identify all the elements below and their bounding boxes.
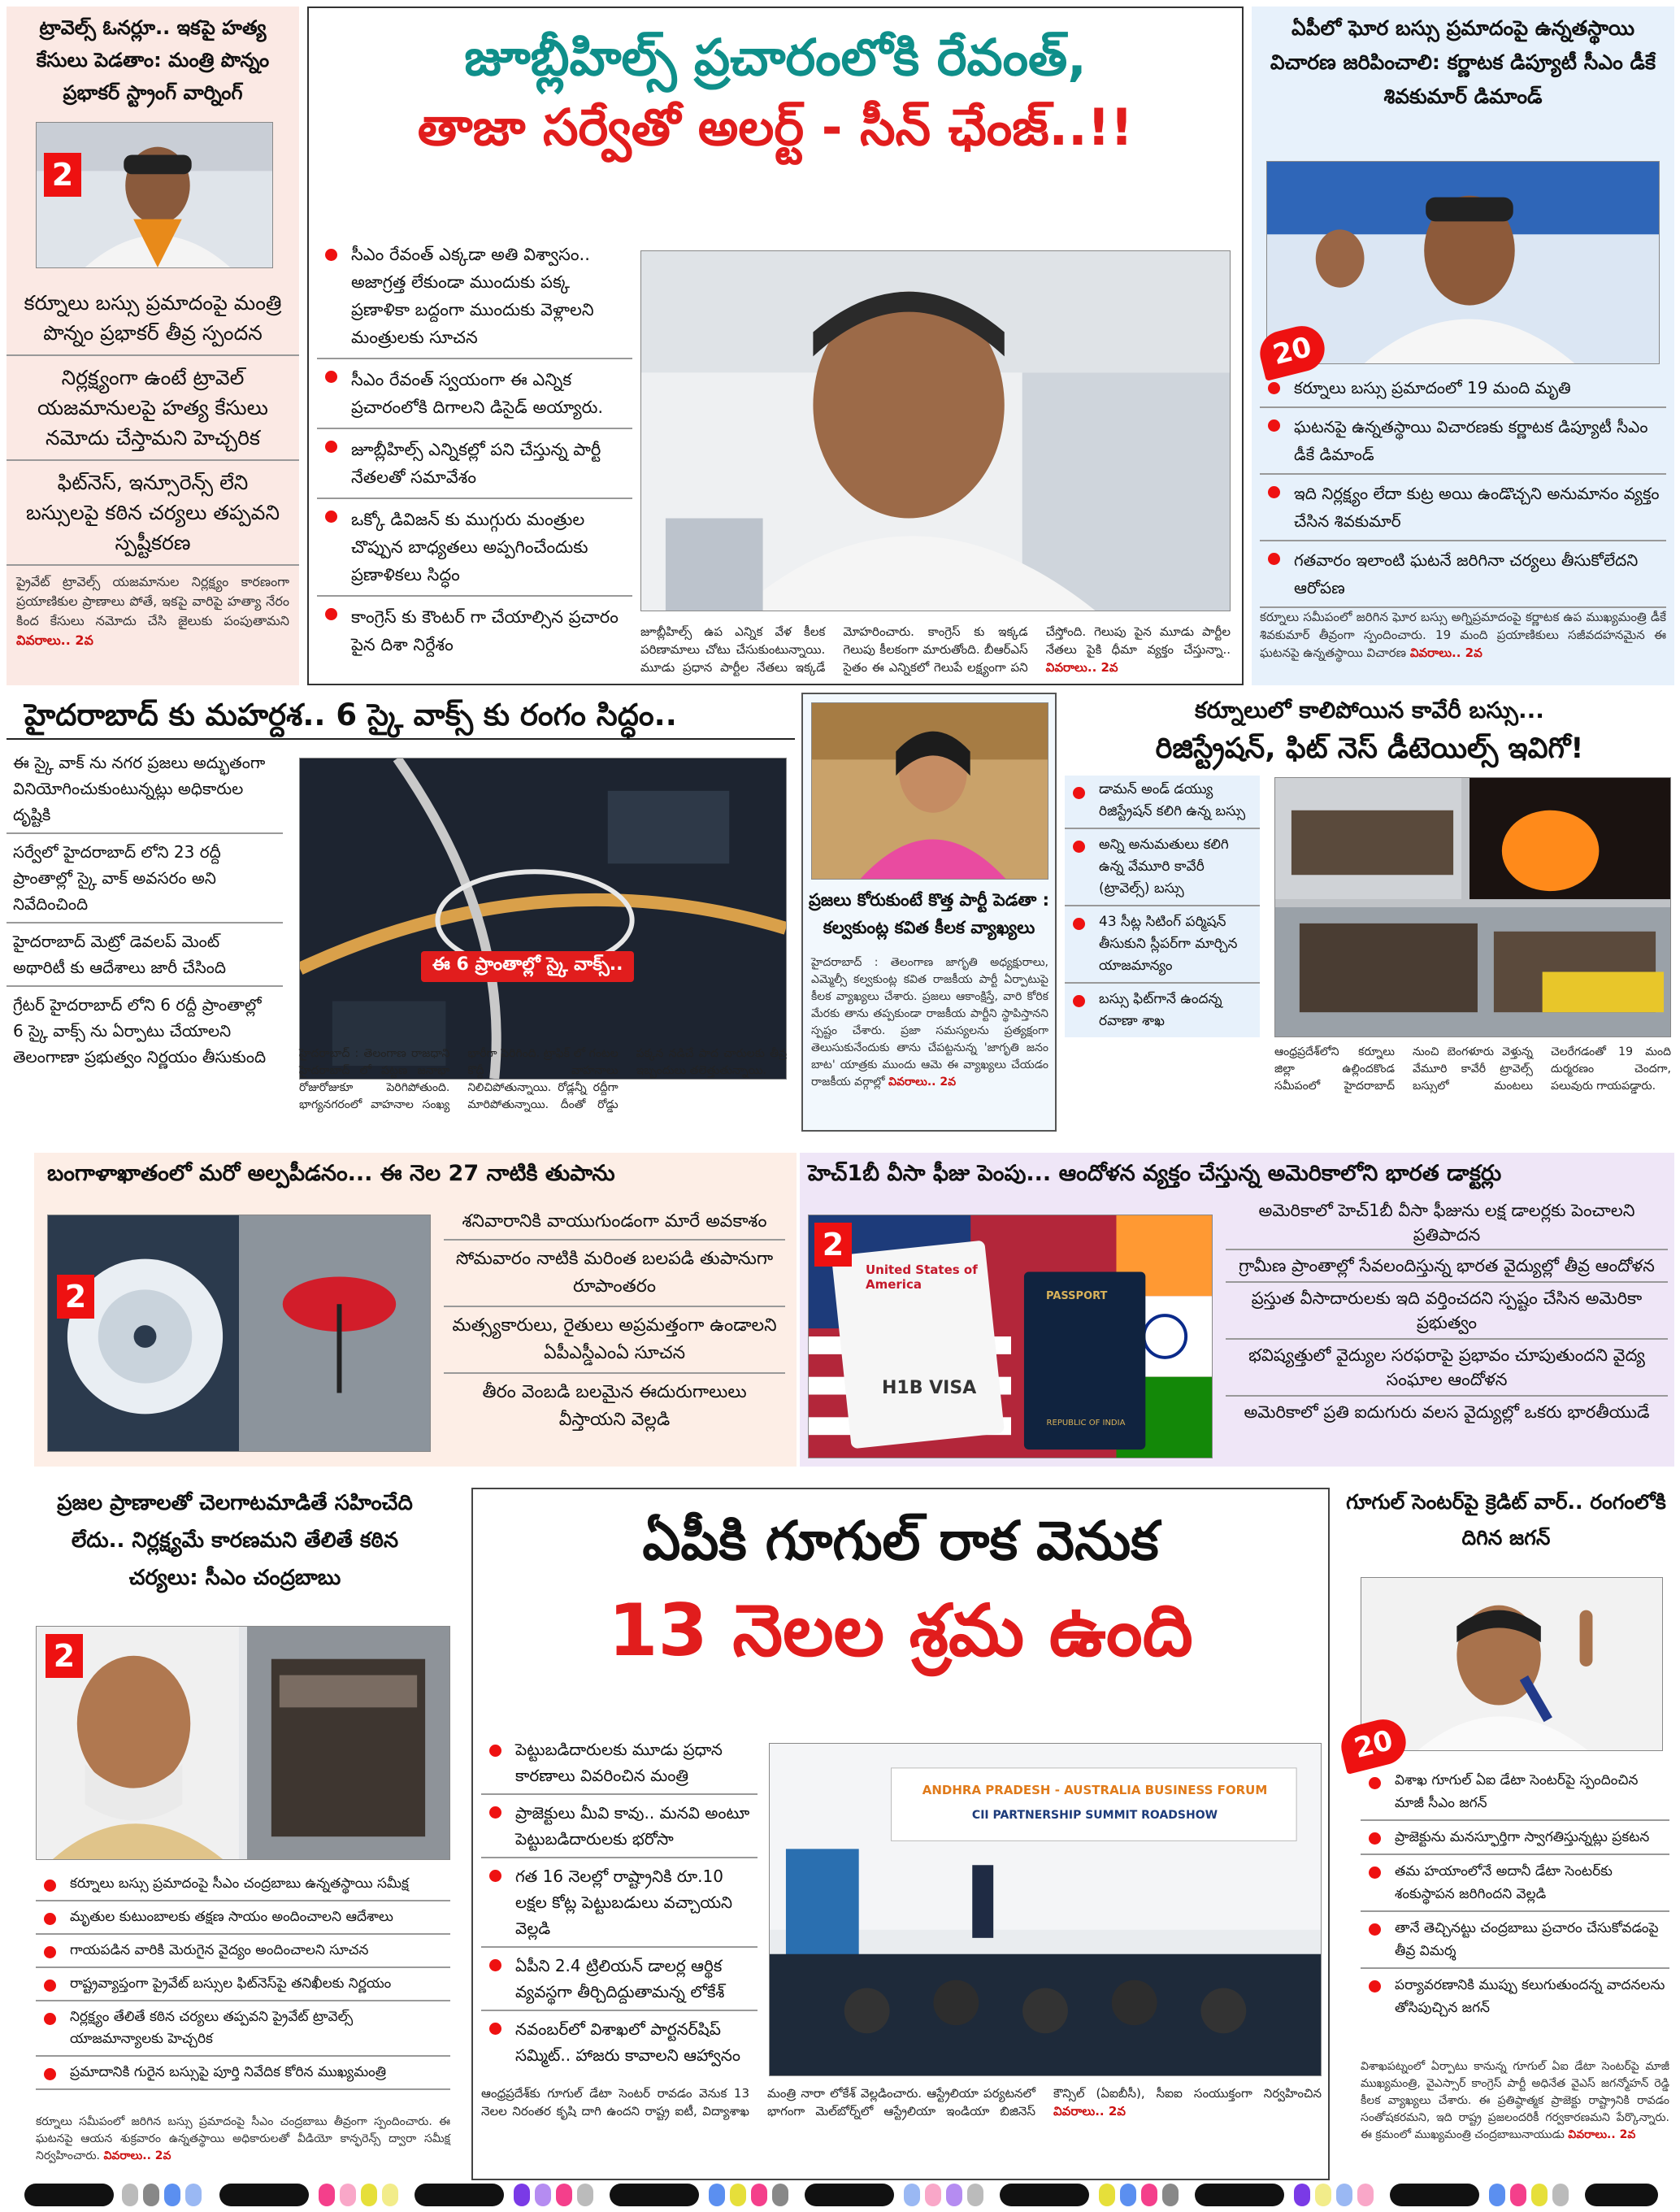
right-top-point: గతవారం ఇలాంటి ఘటనే జరిగినా చర్యలు తీసుకోలేదని ఆరోపణ <box>1260 541 1666 608</box>
jagan-photo <box>1361 1577 1663 1751</box>
byline: వివరాలు.. 2వ <box>1568 2128 1636 2141</box>
right-top-points <box>1260 371 1666 608</box>
kaveri-article <box>1065 693 1674 1132</box>
forum-banner-text: ANDHRA PRADESH - AUSTRALIA BUSINESS FORUM <box>922 1783 1268 1797</box>
cyclone-item: శనివారానికి వాయుగుండంగా మారే అవకాశం <box>444 1205 785 1241</box>
cbn-bus-photo <box>36 1626 450 1860</box>
jagan-point: తానే తెచ్చినట్టు చంద్రబాబు ప్రచారం చేసుకోవడంపై తీవ్ర విమర్శ <box>1361 1912 1669 1969</box>
revanth-photo <box>640 250 1231 611</box>
right-top-point: కర్నూలు బస్సు ప్రమాదంలో 19 మంది మృతి <box>1260 371 1666 408</box>
lead-point: కాంగ్రెస్ కు కౌంటర్ గా చేయాల్సిన ప్రచారం పైన దిశా నిర్దేశం <box>317 597 632 665</box>
hyd-item: ఈ స్కై వాక్ ను నగర ప్రజలు అద్భుతంగా వినియోగించుకుంటున్నట్లు అధికారుల దృష్టికి <box>7 745 283 834</box>
byline: వివరాలు.. 2వ <box>1053 2104 1126 2119</box>
left-top-headline: ట్రావెల్స్ ఓనర్లూ.. ఇకపై హత్య కేసులు పెడతాం: మంత్రి పొన్నం ప్రభాకర్ స్ట్రాంగ్ వార్నింగ్ <box>36 16 270 104</box>
page-two-badge: 2 <box>44 153 81 197</box>
cbn-point: మృతుల కుటుంబాలకు తక్షణ సాయం అందించాలని ఆదేశాలు <box>36 1901 450 1935</box>
kaveri-points <box>1065 776 1260 1037</box>
h1b-item: భవిష్యత్తులో వైద్యుల సరఫరాపై ప్రభావం చూపుతుందని వైద్య సంఘాల ఆందోళన <box>1226 1340 1668 1397</box>
cbn-headline: ప్రజల ప్రాణాలతో చెలగాటమాడితే సహించేది లేదు.. నిర్లక్ష్యమే కారణమని తేలితే కఠిన చర్యలు: సీఎం చంద్రబాబు <box>57 1491 413 1590</box>
right-top-headline: ఏపీలో ఘోర బస్సు ప్రమాదంపై ఉన్నతస్థాయి విచారణ జరిపించాలి: కర్ణాటక డిప్యూటీ సీఎం డీకే శివకుమార్ డిమాండ్ <box>1270 16 1656 108</box>
forum-banner-subtext: CII PARTNERSHIP SUMMIT ROADSHOW <box>971 1809 1218 1822</box>
jagan-point: విశాఖ గూగుల్ ఏఐ డేటా సెంటర్‌పై స్పందించిన మాజీ సీఎం జగన్ <box>1361 1766 1669 1821</box>
google-point: ఏపీని 2.4 ట్రిలియన్ డాలర్ల ఆర్థిక వ్యవస్థగా తీర్చిదిద్దుతామన్న లోకేశ్ <box>481 1948 758 2011</box>
visa-card-title: United States of America <box>866 1262 978 1292</box>
page-twenty-badge: 20 <box>1255 321 1329 381</box>
passport-subtitle: REPUBLIC OF INDIA <box>1046 1419 1126 1428</box>
google-point: ప్రాజెక్టులు మీవి కావు.. మనవి అంటూ పెట్టుబడిదారులకు భరోసా <box>481 1795 758 1858</box>
passport-title: PASSPORT <box>1046 1290 1108 1302</box>
cbn-points <box>36 1868 450 2090</box>
cbn-body <box>36 2114 450 2165</box>
cyclone-item: మత్స్యకారులు, రైతులు అప్రమత్తంగా ఉండాలని ఏపీఎస్డీఎంఏ సూచన <box>444 1307 785 1374</box>
hyd-article <box>7 693 795 1132</box>
right-top-point: ఇది నిర్లక్ష్యం లేదా కుట్ర అయి ఉండొచ్చని అనుమానం వ్యక్తం చేసిన శివకుమార్ <box>1260 475 1666 541</box>
h1b-article <box>800 1153 1674 1467</box>
jagan-points <box>1361 1766 1669 2024</box>
jagan-body <box>1361 2058 1669 2144</box>
google-point: పెట్టుబడిదారులకు మూడు ప్రధాన కారణాలు వివరించిన మంత్రి <box>481 1733 758 1795</box>
right-top-point: ఘటనపై ఉన్నతస్థాయి విచారణకు కర్ణాటక డిప్యూటీ సీఎం డీకే డిమాండ్ <box>1260 408 1666 475</box>
cbn-point: ప్రమాదానికి గురైన బస్సుపై పూర్తి నివేదిక కోరిన ముఖ్యమంత్రి <box>36 2057 450 2090</box>
h1b-item: అమెరికాలో హెచ్1బీ వీసా ఫీజును లక్ష డాలర్లకు పెంచాలని ప్రతిపాదన <box>1226 1197 1668 1250</box>
google-point: నవంబర్‌లో విశాఖలో పార్టనర్‌షిప్ సమ్మిట్.. హాజరు కావాలని ఆహ్వానం <box>481 2011 758 2073</box>
kavitha-photo <box>811 702 1048 880</box>
lead-body <box>640 623 1231 680</box>
kavitha-article <box>801 693 1057 1132</box>
business-forum-photo <box>769 1743 1322 2076</box>
byline: వివరాలు.. 2వ <box>1409 645 1482 660</box>
lead-body-text: జూబ్లీహిల్స్ ఉప ఎన్నిక వేళ కీలక పరిణామాలు చోటు చేసుకుంటున్నాయి. మూడు ప్రధాన పార్టీల నేతలు ఇక్కడే మోహరించారు. కాంగ్రెస్ కు ఇక్కడ గెలుపు కీలకంగా మారుతోంది. బీఆర్ఎస్ సైతం ఈ ఎన్నికలో గెలుపే లక్ష్యంగా పని చేస్తోంది. గెలుపు పైన మూడు పార్టీల నేతలు పైకి ధీమా వ్యక్తం చేస్తున్నా.. <box>640 624 1231 675</box>
h1b-item: ప్రస్తుత వీసాదారులకు ఇది వర్తించదని స్పష్టం చేసిన అమెరికా ప్రభుత్వం <box>1226 1283 1668 1340</box>
lead-point: జూబ్లీహిల్స్ ఎన్నికల్లో పని చేస్తున్న పార్టీ నేతలతో సమావేశం <box>317 429 632 499</box>
hyd-item: హైదరాబాద్ మెట్రో డెవలప్ మెంట్ అథారిటీ కు ఆదేశాలు జారీ చేసింది <box>7 923 283 987</box>
jagan-body-text: విశాఖపట్నంలో ఏర్పాటు కానున్న గూగుల్ ఏఐ డేటా సెంటర్‌పై మాజీ ముఖ్యమంత్రి, వైఎస్సార్ కాంగ్రెస్ పార్టీ అధినేత వైఎస్ జగన్మోహన్ రెడ్డి కీలక వ్యాఖ్యలు చేశారు. ఈ ప్రతిష్ఠాత్మక ప్రాజెక్టు రాష్ట్రానికి రావడం సంతోషకరమని, ఇది రాష్ట్ర ప్రజలందరికీ గర్వకారణమని పేర్కొన్నారు. ఈ క్రమంలో ముఖ్యమంత్రి చంద్రబాబునాయుడు <box>1361 2060 1669 2141</box>
lead-headline-line2: తాజా సర్వేతో అలర్ట్ - సీన్ ఛేంజ్..!! <box>417 98 1134 157</box>
cyclone-item: సోమవారం నాటికి మరింత బలపడి తుపానుగా రూపాంతరం <box>444 1241 785 1307</box>
left-top-item: నిర్లక్ష్యంగా ఉంటే ట్రావెల్ యజమానులపై హత్య కేసులు నమోదు చేస్తామని హెచ్చరిక <box>7 356 299 461</box>
lead-article <box>307 7 1244 685</box>
page-twenty-badge: 20 <box>1338 1714 1411 1775</box>
cyclone-article <box>34 1153 797 1467</box>
byline: వివరాలు.. 2వ <box>1045 660 1118 675</box>
google-point: గత 16 నెలల్లో రాష్ట్రానికి రూ.10 లక్షల కోట్ల పెట్టుబడులు వచ్చాయని వెల్లడి <box>481 1858 758 1948</box>
left-top-body <box>7 566 299 657</box>
byline: వివరాలు.. 2వ <box>16 632 93 648</box>
shivakumar-photo <box>1266 161 1660 364</box>
cbn-point: రాష్ట్రవ్యాప్తంగా ప్రైవేట్ బస్సుల ఫిట్‌నెస్‌పై తనిఖీలకు నిర్ణయం <box>36 1968 450 2001</box>
kaveri-point: డామన్ అండ్ డయ్యు రిజిస్ట్రేషన్ కలిగి ఉన్న బస్సు <box>1065 776 1260 829</box>
google-headline-line2: 13 నెలల శ్రమ ఉంది <box>608 1588 1193 1672</box>
burnt-bus-photo <box>1274 777 1671 1037</box>
h1b-item: అమెరికాలో ప్రతి ఐదుగురు వలస వైద్యుల్లో ఒకరు భారతీయుడే <box>1244 1402 1650 1422</box>
byline: వివరాలు.. 2వ <box>888 1076 957 1089</box>
hyd-body-text: హైదరాబాద్ : తెలంగాణ రాజధాని హైదరాబాద్ లో పట్టణ జనాభా రోజురోజుకూ పెరిగిపోతుంది. భాగ్యనగరంలో వాహనాల సంఖ్య భారీగా పెరిగింది. ట్రాఫిక్ లో గంటల కొద్దీ వాహనాలు నిలిచిపోతున్నాయి. రోడ్లన్నీ రద్దీగా మారిపోతున్నాయి. దీంతో రోడ్డు పక్కన నడిచే పాద చారులకు తీవ్ర ఇబ్బందులు తలెత్తుతున్నాయి. <box>299 1047 787 1111</box>
cyclone-item: తీరం వెంబడి బలమైన ఈదురుగాలులు వీస్తాయని వెల్లడి <box>482 1382 747 1430</box>
cbn-point: కర్నూలు బస్సు ప్రమాదంపై సీఎం చంద్రబాబు ఉన్నతస్థాయి సమీక్ష <box>36 1868 450 1901</box>
page-two-badge: 2 <box>57 1275 94 1319</box>
kaveri-body <box>1274 1044 1671 1128</box>
hyd-headline: హైదరాబాద్ కు మహర్దశ.. 6 స్కై వాక్స్ కు రంగం సిద్ధం.. <box>7 693 795 740</box>
cbn-body-text: కర్నూలు సమీపంలో జరిగిన బస్సు ప్రమాదంపై సీఎం చంద్రబాబు తీవ్రంగా స్పందించారు. ఈ ఘటనపై ఆయన శుక్రవారం ఉన్నతస్థాయి అధికారులతో వీడియో కాన్ఫరెన్స్ ద్వారా సమీక్ష నిర్వహించారు. <box>36 2115 450 2162</box>
hyd-body <box>299 1045 787 1130</box>
kaveri-headline-line1: కర్నూలులో కాలిపోయిన కావేరీ బస్సు... <box>1195 697 1544 724</box>
right-top-body <box>1260 608 1666 662</box>
cbn-article <box>7 1480 463 2180</box>
cbn-point: నిర్లక్ష్యం తేలితే కఠిన చర్యలు తప్పవని ప్రైవేట్ ట్రావెల్స్ యాజమాన్యాలకు హెచ్చరిక <box>36 2001 450 2057</box>
jagan-point: ప్రాజెక్టును మనస్ఫూర్తిగా స్వాగతిస్తున్నట్లు ప్రకటన <box>1361 1821 1669 1855</box>
cyclone-satellite-photo <box>47 1215 431 1452</box>
cyclone-headline: బంగాళాఖాతంలో మరో అల్పపీడనం... ఈ నెల 27 నాటికి తుపాను <box>47 1161 615 1186</box>
kavitha-headline: ప్రజలు కోరుకుంటే కొత్త పార్టీ పెడతా : కల్వకుంట్ల కవిత కీలక వ్యాఖ్యలు <box>808 890 1050 937</box>
h1b-visa-photo <box>808 1215 1213 1458</box>
skywalk-caption: ఈ 6 ప్రాంతాల్లో స్కై వాక్స్.. <box>421 951 634 982</box>
lead-point: సీఎం రేవంత్ ఎక్కడా అతి విశ్వాసం.. అజాగ్రత్త లేకుండా ముందుకు పక్క ప్రణాళికా బద్దంగా ముందుకు వెళ్లాలని మంత్రులకు సూచన <box>317 237 632 359</box>
h1b-headline: హెచ్1బీ వీసా ఫీజు పెంపు... ఆందోళన వ్యక్తం చేస్తున్న అమెరికాలోని భారత డాక్టర్లు <box>808 1161 1502 1186</box>
jagan-article <box>1338 1480 1674 2180</box>
google-article <box>471 1488 1330 2180</box>
jagan-point: తమ హయాంలోనే అదానీ డేటా సెంటర్‌కు శంకుస్థాపన జరిగిందని వెల్లడి <box>1361 1855 1669 1912</box>
kaveri-body-text: ఆంధ్రప్రదేశ్‌లోని కర్నూలు జిల్లా ఉల్లిందకొండ సమీపంలో హైదరాబాద్ నుంచి బెంగళూరు వెళ్తున్న వేమూరి కావేరీ ట్రావెల్స్ బస్సులో మంటలు చెలరేగడంతో 19 మంది దుర్మరణం చెందగా, పలువురు గాయపడ్డారు. <box>1274 1045 1671 1093</box>
google-body <box>481 2084 1322 2175</box>
google-points <box>481 1733 758 2073</box>
byline: వివరాలు.. 2వ <box>103 2149 171 2162</box>
jagan-point: పర్యావరణానికి ముప్పు కలుగుతుందన్న వాదనలను తోసిపుచ్చిన జగన్ <box>1361 1969 1669 2024</box>
hyd-item: సర్వేలో హైదరాబాద్ లోని 23 రద్దీ ప్రాంతాల్లో స్కై వాక్ అవసరం అని నివేదించింది <box>7 834 283 923</box>
left-top-body-text: ప్రైవేట్ ట్రావెల్స్ యజమానుల నిర్లక్ష్యం కారణంగా ప్రయాణికుల ప్రాణాలు పోతే, ఇకపై వారిపై హత్యా నేరం కింద కేసులు నమోదు చేసి జైలుకు పంపుతామని <box>16 574 289 628</box>
kavitha-body-text: హైదరాబాద్ : తెలంగాణ జాగృతి అధ్యక్షురాలు, ఎమ్మెల్సీ కల్వకుంట్ల కవిత రాజకీయ పార్టీ ఏర్పాటుపై కీలక వ్యాఖ్యలు చేశారు. ప్రజలు ఆకాంక్షిస్తే, వారి కోరిక మేరకు తాను తప్పకుండా రాజకీయ పార్టీని స్థాపిస్తానని స్పష్టం చేశారు. ప్రజా సమస్యలను ప్రత్యక్షంగా తెలుసుకునేందుకు తాను చేపట్టనున్న 'జాగృతి జనం బాట' యాత్రకు ముందు ఆమె ఈ వ్యాఖ్యలు చేయడం రాజకీయ వర్గాల్లో <box>811 956 1048 1089</box>
kaveri-point: బస్సు ఫిట్‌గానే ఉందన్న రవాణా శాఖ <box>1065 984 1260 1037</box>
lead-points <box>317 237 632 665</box>
lead-headline-line1: జూబ్లీహిల్స్ ప్రచారంలోకి రేవంత్, <box>464 28 1087 87</box>
visa-card-label: H1B VISA <box>882 1378 977 1398</box>
left-top-item: ఫిట్‌నెస్, ఇన్సూరెన్స్ లేని బస్సులపై కఠిన చర్యలు తప్పవని స్పష్టీకరణ <box>7 461 299 566</box>
right-top-article <box>1252 7 1674 685</box>
hyd-item: గ్రేటర్ హైదరాబాద్ లోని 6 రద్దీ ప్రాంతాల్లో 6 స్కై వాక్స్ ను ఏర్పాటు చేయాలని తెలంగాణా ప్రభుత్వం నిర్ణయం తీసుకుంది <box>13 995 267 1067</box>
h1b-item: గ్రామీణ ప్రాంతాల్లో సేవలందిస్తున్న భారత వైద్యుల్లో తీవ్ర ఆందోళన <box>1226 1250 1668 1283</box>
google-headline-line1: ఏపీకి గూగుల్ రాక వెనుక <box>642 1510 1159 1572</box>
kaveri-headline-line2: రిజిస్ట్రేషన్, ఫిట్ నెస్ డీటెయిల్స్ ఇవిగో! <box>1155 732 1584 765</box>
cbn-point: గాయపడిన వారికి మెరుగైన వైద్యం అందించాలని సూచన <box>36 1935 450 1968</box>
page-two-badge: 2 <box>46 1634 83 1678</box>
page-two-badge: 2 <box>814 1223 852 1267</box>
lead-point: సీఎం రేవంత్ స్వయంగా ఈ ఎన్నిక ప్రచారంలోకి దిగాలని డిసైడ్ అయ్యారు. <box>317 359 632 429</box>
left-top-item: కర్నూలు బస్సు ప్రమాదంపై మంత్రి పొన్నం ప్రభాకర్ తీవ్ర స్పందన <box>7 281 299 356</box>
left-top-article <box>7 7 299 685</box>
right-top-body-text: కర్నూలు సమీపంలో జరిగిన ఘోర బస్సు అగ్నిప్రమాదంపై కర్ణాటక ఉప ముఖ్యమంత్రి డీకే శివకుమార్ తీవ్రంగా స్పందించారు. 19 మంది ప్రయాణికులు సజీవదహనమైన ఈ ఘటనపై ఉన్నతస్థాయి విచారణ <box>1260 610 1666 660</box>
lead-point: ఒక్కో డివిజన్ కు ముగ్గురు మంత్రుల చొప్పున బాధ్యతలు అప్పగించేందుకు ప్రణాళికలు సిద్ధం <box>317 499 632 597</box>
kaveri-point: అన్ని అనుమతులు కలిగి ఉన్న వేమూరి కావేరీ (ట్రావెల్స్) బస్సు <box>1065 829 1260 906</box>
kavitha-body <box>811 954 1048 1091</box>
kaveri-point: 43 సీట్ల సిటింగ్ పర్మిషన్ తీసుకుని స్లీపర్‌గా మార్చిన యాజమాన్యం <box>1065 906 1260 984</box>
google-body-text: ఆంధ్రప్రదేశ్‌కు గూగుల్ డేటా సెంటర్ రావడం వెనుక 13 నెలల నిరంతర కృషి దాగి ఉందని రాష్ట్ర ఐటీ, విద్యాశాఖ మంత్రి నారా లోకేశ్ వెల్లడించారు. ఆస్ట్రేలియా పర్యటనలో భాగంగా మెల్‌బోర్న్‌లో ఆస్ట్రేలియా ఇండియా బిజినెస్ కౌన్సిల్ (ఏఐబీసీ), సీఐఐ సంయుక్తంగా నిర్వహించిన <box>481 2086 1322 2119</box>
jagan-headline: గూగుల్ సెంటర్‌పై క్రెడిట్ వార్.. రంగంలోకి దిగిన జగన్ <box>1346 1490 1666 1549</box>
skywalk-aerial-photo <box>299 758 787 1080</box>
